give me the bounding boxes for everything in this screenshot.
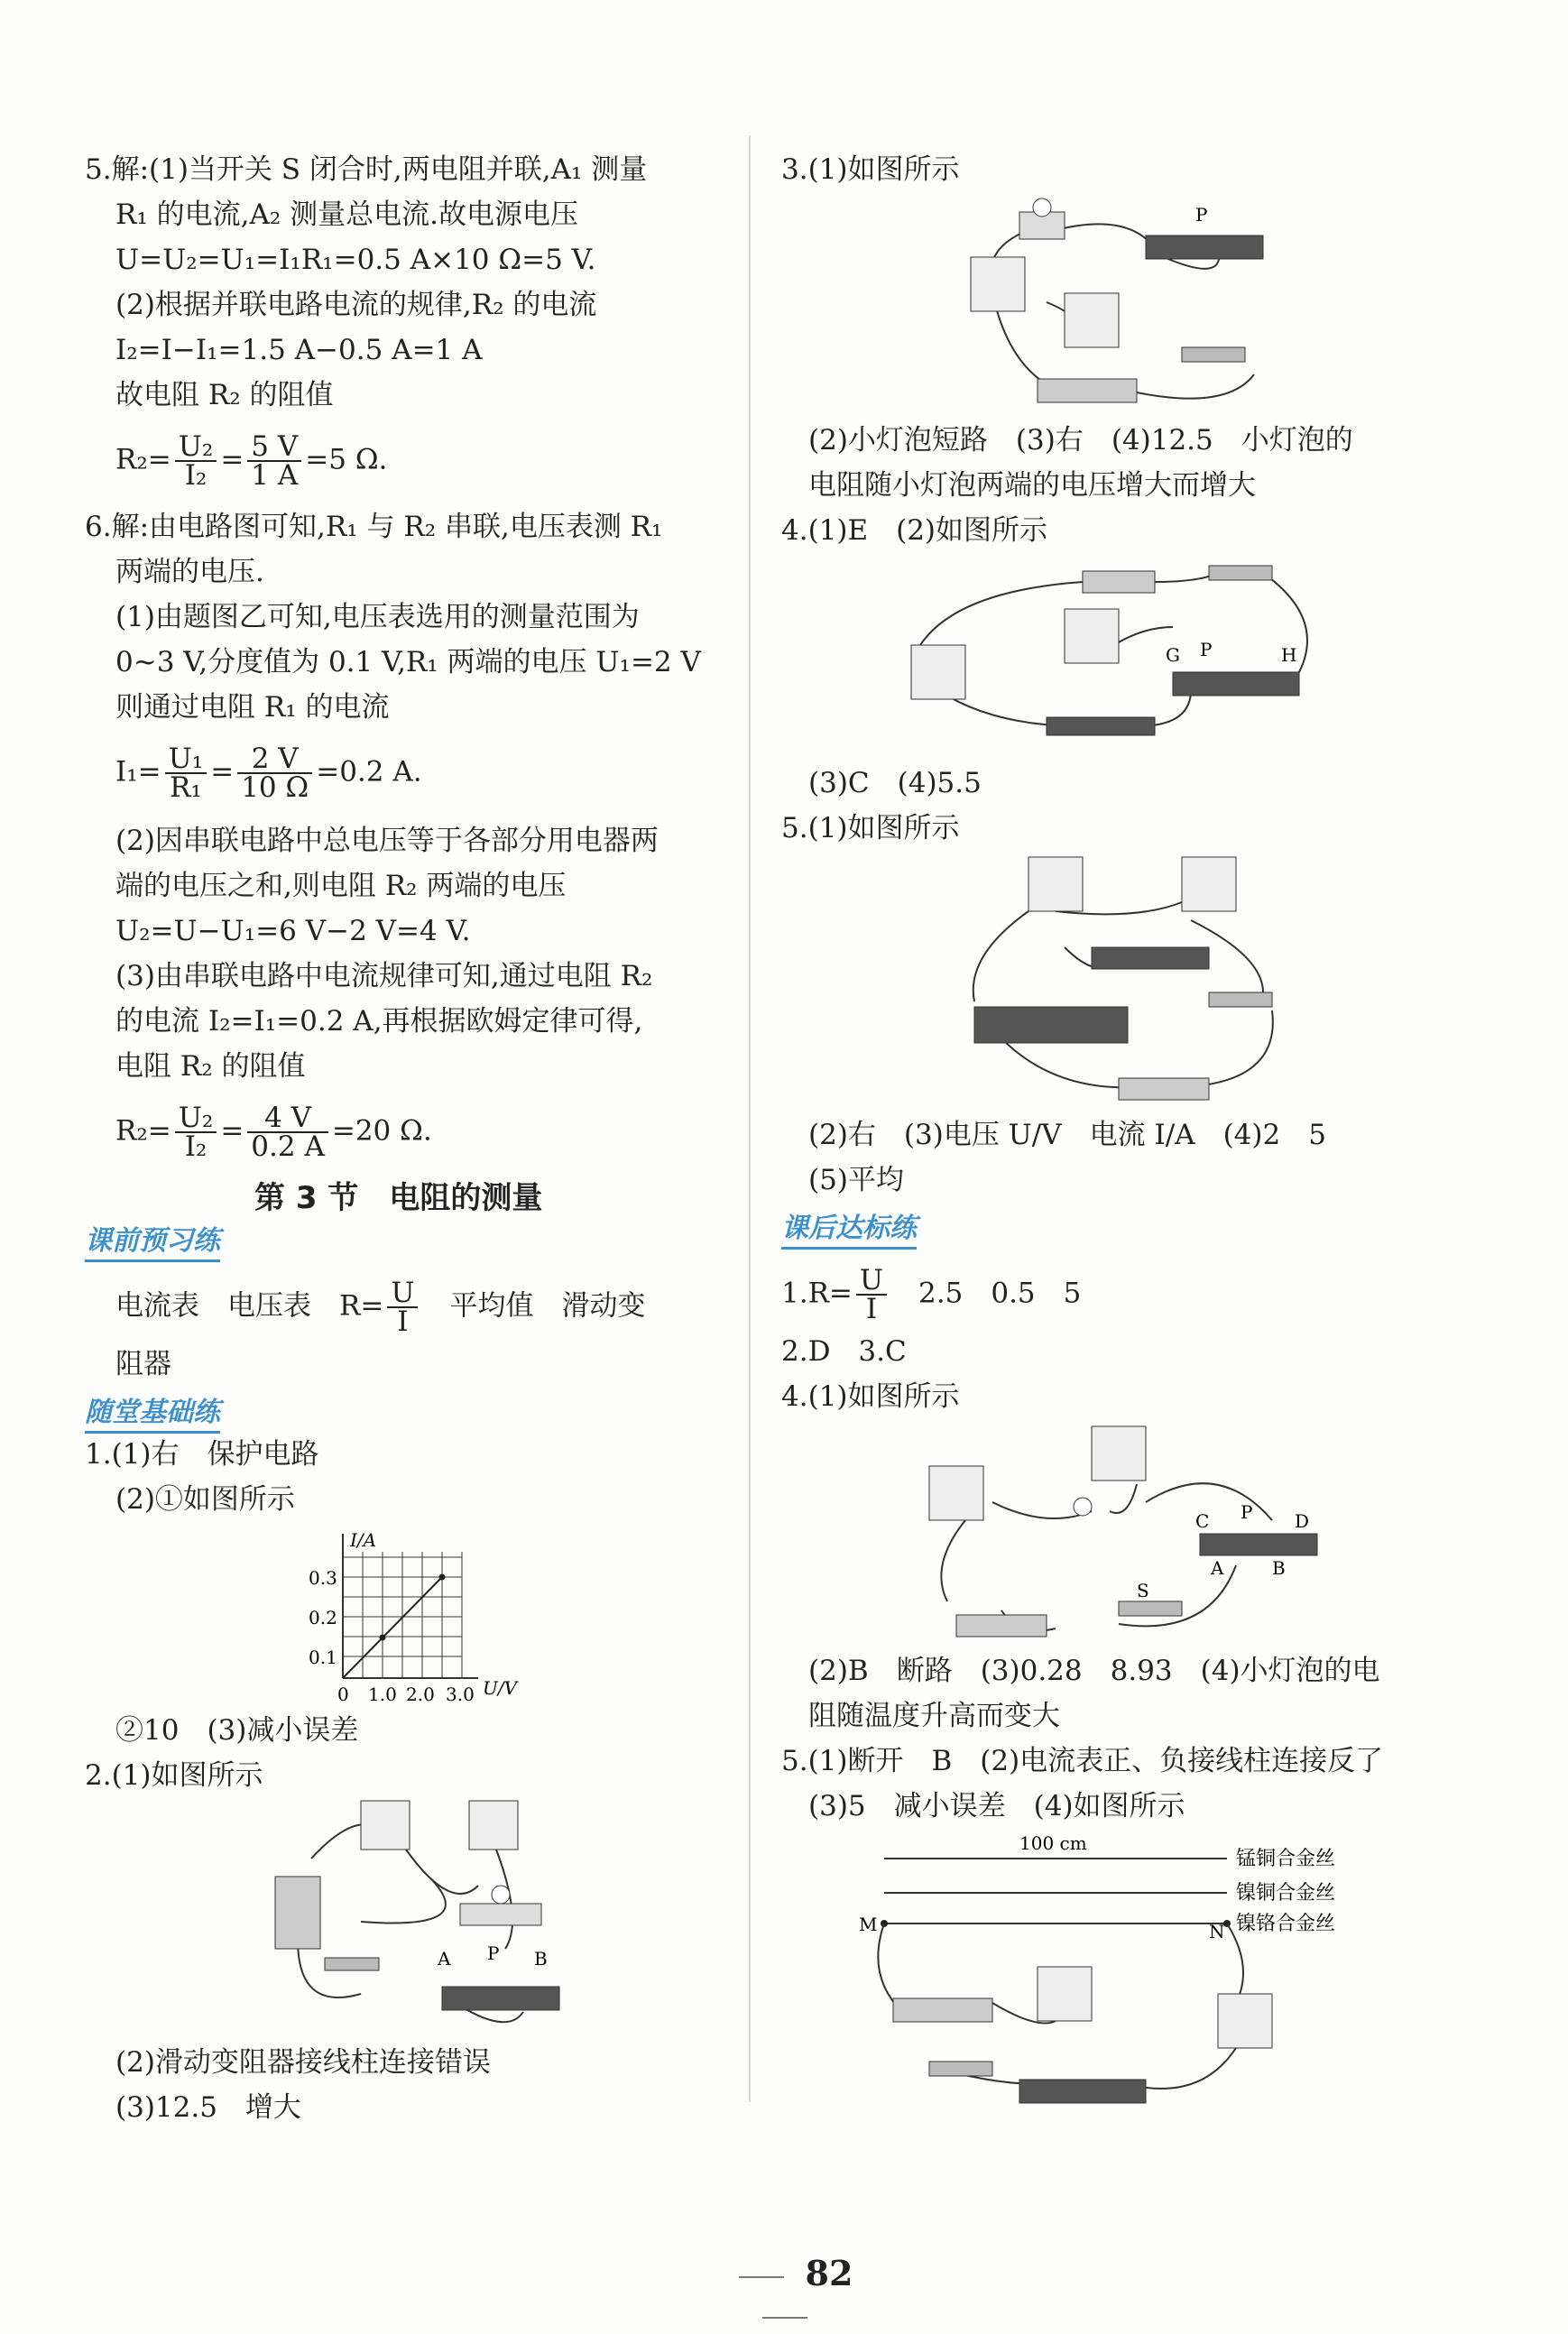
b2-line2: (2)滑动变阻器接线柱连接错误 xyxy=(115,2046,491,2079)
graph-point xyxy=(380,1635,386,1641)
resistor-icon xyxy=(1092,947,1209,969)
r-q4-line2: (3)C (4)5.5 xyxy=(808,767,982,799)
a4-line3: 阻随温度升高而变大 xyxy=(808,1700,1060,1732)
ammeter-icon xyxy=(361,1801,410,1850)
fig4-label-p: P xyxy=(1200,639,1213,660)
graph-line xyxy=(343,1577,442,1678)
q6-line11: 电阻 R₂ 的阻值 xyxy=(115,1050,306,1083)
q6-formula-a: I₁= $\frac{\text{U₁}}{\text{R₁}}$ = $\frac{2 V}{10 \Omega}$ =0.2 A. xyxy=(115,743,422,804)
fig-a4-label-d: D xyxy=(1295,1510,1310,1532)
bulb-icon xyxy=(1033,198,1051,217)
fig-a4-label-c: C xyxy=(1195,1510,1210,1532)
voltmeter-icon xyxy=(1065,293,1119,347)
wires xyxy=(884,1859,1227,1923)
graph-y-tick: 0.1 xyxy=(309,1647,337,1668)
wire-length-label: 100 cm xyxy=(1019,1832,1087,1854)
voltmeter-icon xyxy=(1182,857,1236,911)
a4-line2: (2)B 断路 (3)0.28 8.93 (4)小灯泡的电 xyxy=(808,1655,1380,1687)
r-q4-line1: 4.(1)E (2)如图所示 xyxy=(781,514,1048,547)
band-basic: 随堂基础练 xyxy=(85,1389,220,1434)
wire-label-1: 锰铜合金丝 xyxy=(1236,1848,1336,1870)
fig-a4-label-p: P xyxy=(1241,1501,1253,1523)
q5-line4: (2)根据并联电路电流的规律,R₂ 的电流 xyxy=(115,289,597,321)
q6-line10: 的电流 I₂=I₁=0.2 A,再根据欧姆定律可得, xyxy=(115,1005,643,1038)
voltmeter-icon xyxy=(1092,1426,1146,1481)
battery-icon xyxy=(956,1615,1047,1637)
switch-icon xyxy=(1182,347,1245,362)
b1-line1: 1.(1)右 保护电路 xyxy=(85,1438,319,1471)
voltmeter-icon xyxy=(469,1801,518,1850)
bulb-base-icon xyxy=(460,1904,541,1925)
r-q3-line3: 电阻随小灯泡两端的电压增大而增大 xyxy=(808,469,1256,502)
switch-icon xyxy=(1209,566,1272,580)
a1-line: 1.R= $\frac{U}{I}$ 2.5 0.5 5 xyxy=(781,1264,1082,1325)
switch-icon xyxy=(929,2062,992,2076)
column-divider xyxy=(749,135,751,2102)
terminal-m-label: M xyxy=(859,1914,878,1935)
switch-icon xyxy=(1209,992,1272,1007)
a5-line1: 5.(1)断开 B (2)电流表正、负接线柱连接反了 xyxy=(781,1745,1384,1777)
switch-icon xyxy=(325,1958,379,1970)
fig2-label-a: A xyxy=(438,1948,451,1970)
fig-a4-label-a: A xyxy=(1211,1557,1224,1579)
r-q5-line2: (2)右 (3)电压 U/V 电流 I/A (4)2 5 xyxy=(808,1119,1326,1151)
circuit-figure-3 xyxy=(956,194,1317,420)
q5-line2: R₁ 的电流,A₂ 测量总电流.故电源电压 xyxy=(115,198,578,231)
voltmeter-icon xyxy=(1065,609,1119,663)
preview-line2: 阻器 xyxy=(115,1348,171,1380)
wire-label-3: 镍铬合金丝 xyxy=(1236,1913,1336,1935)
circuit-figure-5 xyxy=(938,848,1317,1110)
switch-icon xyxy=(1119,1601,1182,1616)
q6-line3: (1)由题图乙可知,电压表选用的测量范围为 xyxy=(115,601,640,633)
circuit-figure-a4 xyxy=(911,1421,1326,1647)
q6-line4: 0~3 V,分度值为 0.1 V,R₁ 两端的电压 U₁=2 V xyxy=(115,646,701,678)
a2-line: 2.D 3.C xyxy=(781,1335,907,1368)
graph-y-tick: 0.3 xyxy=(309,1567,337,1589)
a5-line2: (3)5 减小误差 (4)如图所示 xyxy=(808,1790,1185,1822)
q6-line6: (2)因串联电路中总电压等于各部分用电器两 xyxy=(115,825,659,857)
fig4-label-h: H xyxy=(1281,644,1297,666)
graph-x-tick: 2.0 xyxy=(406,1684,435,1705)
band-preview: 课前预习练 xyxy=(85,1218,220,1262)
battery-icon xyxy=(1038,379,1137,402)
battery-icon xyxy=(1083,571,1155,593)
r-q5-line3: (5)平均 xyxy=(808,1164,904,1196)
ammeter-icon xyxy=(1028,857,1083,911)
fig-a4-label-s: S xyxy=(1137,1580,1149,1601)
fig3-label-p: P xyxy=(1195,204,1208,226)
q5-line6: 故电阻 R₂ 的阻值 xyxy=(115,379,334,411)
iu-graph xyxy=(298,1525,532,1705)
rheostat-icon xyxy=(1019,2080,1146,2103)
q6-line9: (3)由串联电路中电流规律可知,通过电阻 R₂ xyxy=(115,960,653,992)
b1-line2: (2)①如图所示 xyxy=(115,1483,295,1516)
b2-line3: (3)12.5 增大 xyxy=(115,2091,301,2124)
ammeter-icon xyxy=(929,1466,983,1520)
rheostat-icon xyxy=(974,1007,1128,1043)
graph-y-tick: 0.2 xyxy=(309,1607,337,1628)
rheostat-icon xyxy=(1146,235,1263,259)
fig2-label-b: B xyxy=(534,1948,548,1970)
r-q3-line2: (2)小灯泡短路 (3)右 (4)12.5 小灯泡的 xyxy=(808,424,1353,457)
circuit-figure-2 xyxy=(271,1795,568,2039)
battery-icon xyxy=(1119,1078,1209,1100)
q5-formula: R₂= $\frac{\text{U₂}}{\text{I₂}}$ = $\frac{5 V}{1 A}$ =5 Ω. xyxy=(115,430,388,492)
battery-icon xyxy=(893,1998,992,2022)
circuit-figure-4 xyxy=(902,555,1335,762)
ammeter-icon xyxy=(1218,1994,1272,2048)
r-q5-line1: 5.(1)如图所示 xyxy=(781,812,960,844)
voltmeter-icon xyxy=(1038,1967,1092,2021)
fig-a4-label-b: B xyxy=(1272,1557,1286,1579)
band-after: 课后达标练 xyxy=(781,1205,917,1250)
graph-x-tick: 1.0 xyxy=(368,1684,397,1705)
q6-formula-b: R₂= $\frac{\text{U₂}}{\text{I₂}}$ = $\frac{4 V}{0.2 A}$ =20 Ω. xyxy=(115,1102,432,1163)
q5-line5: I₂=I−I₁=1.5 A−0.5 A=1 A xyxy=(115,334,483,366)
rheostat-icon xyxy=(1173,672,1299,696)
ammeter-icon xyxy=(911,645,965,699)
a4-line1: 4.(1)如图所示 xyxy=(781,1380,960,1413)
q5-line3: U=U₂=U₁=I₁R₁=0.5 A×10 Ω=5 V. xyxy=(115,244,596,276)
circuit-figure-a5 xyxy=(857,1831,1380,2129)
b2-line1: 2.(1)如图所示 xyxy=(85,1759,263,1792)
terminal-n-label: N xyxy=(1209,1921,1225,1942)
ammeter-icon xyxy=(971,257,1025,311)
r-q3-line1: 3.(1)如图所示 xyxy=(781,153,960,186)
section-title: 第 3 节 电阻的测量 xyxy=(254,1180,543,1216)
q6-line1: 6.解:由电路图可知,R₁ 与 R₂ 串联,电压表测 R₁ xyxy=(85,511,663,543)
resistor-icon xyxy=(1047,717,1155,735)
rheostat-icon xyxy=(1200,1534,1317,1555)
graph-x-tick: 0 xyxy=(337,1684,349,1705)
graph-x-label: U/V xyxy=(483,1677,518,1699)
graph-x-tick: 3.0 xyxy=(446,1684,475,1705)
graph-y-label: I/A xyxy=(350,1529,377,1551)
preview-line: 电流表 电压表 R= $\frac{U}{I}$ 平均值 滑动变 xyxy=(115,1277,646,1338)
graph-point xyxy=(439,1574,446,1581)
q6-line5: 则通过电阻 R₁ 的电流 xyxy=(115,691,390,724)
fig2-label-p: P xyxy=(487,1942,500,1964)
fig4-label-g: G xyxy=(1166,644,1180,666)
bulb-icon xyxy=(1074,1498,1092,1516)
q5-line1: 5.解:(1)当开关 S 闭合时,两电阻并联,A₁ 测量 xyxy=(85,153,648,186)
q6-line2: 两端的电压. xyxy=(115,556,264,588)
battery-icon xyxy=(275,1877,320,1949)
q6-line8: U₂=U−U₁=6 V−2 V=4 V. xyxy=(115,915,471,947)
wire-label-2: 镍铜合金丝 xyxy=(1236,1882,1336,1905)
q6-line7: 端的电压之和,则电阻 R₂ 两端的电压 xyxy=(115,870,567,902)
page-number: 82 xyxy=(677,2253,893,2334)
rheostat-icon xyxy=(442,1987,559,2010)
b1-line3: ②10 (3)减小误差 xyxy=(115,1714,359,1747)
bulb-icon xyxy=(492,1886,510,1904)
